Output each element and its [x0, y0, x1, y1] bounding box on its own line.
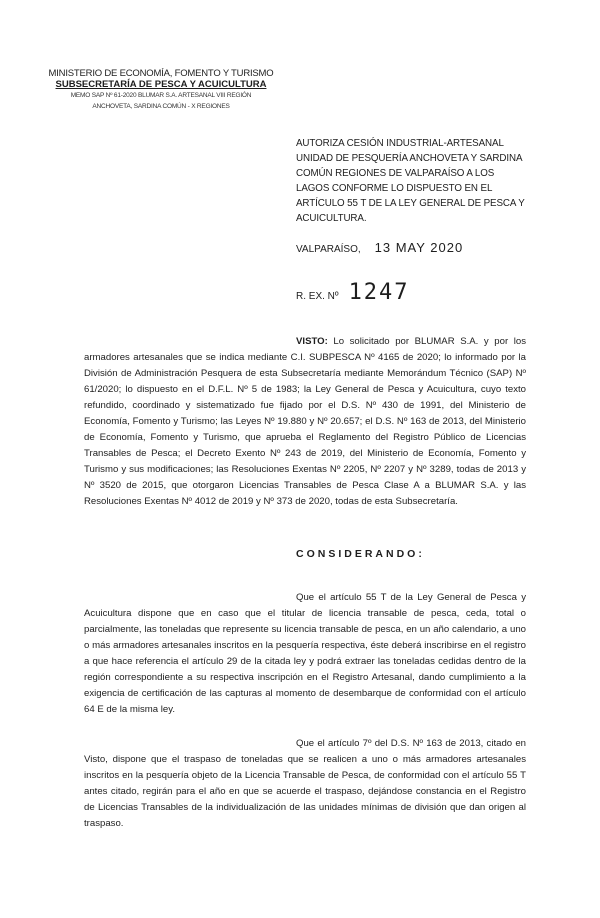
ministry-name: MINISTERIO DE ECONOMÍA, FOMENTO Y TURISMO [48, 68, 274, 79]
considerando-heading: CONSIDERANDO: [296, 548, 425, 560]
resolution-label: R. EX. Nº [296, 291, 339, 302]
species-reference: ANCHOVETA, SARDINA COMÚN - X REGIONES [92, 103, 230, 110]
visto-label: VISTO: [296, 336, 328, 347]
subsecretaria-name: SUBSECRETARÍA DE PESCA Y ACUICULTURA [55, 79, 267, 90]
resolution-number [296, 280, 410, 305]
resolution-number-value: 1247 [348, 280, 410, 305]
date-stamp: 13 MAY 2020 [374, 240, 464, 255]
city: VALPARAÍSO, [296, 244, 361, 255]
visto-paragraph [84, 334, 526, 510]
memo-reference: MEMO SAP Nº 61-2020 BLUMAR S.A. ARTESANAL VIII REGIÓN [70, 92, 252, 99]
resolution-subject: AUTORIZA CESIÓN INDUSTRIAL-ARTESANAL UNIDAD DE PESQUERÍA ANCHOVETA Y SARDINA COMÚN REGIONES DE VALPARAÍSO A LOS LAGOS CONFORME LO DISPUESTO EN EL ARTÍCULO 55 T DE LA LEY GENERAL DE PESCA Y ACUICULTURA. [296, 138, 525, 224]
place-date [296, 240, 463, 255]
considerando-paragraph-2: Que el artículo 7º del D.S. Nº 163 de 2013, citado en Visto, dispone que el traspaso de toneladas que se realicen a uno o más armadores artesanales inscritos en la pesquería objeto de la Licencia Transable de Pesca, de conformidad con el artículo 55 T antes citado, regirán para el año en que se acuerde el traspaso, dejándose constancia en el Registro de Licencias Transables de la individualización de las unidades mínimas de división que dan origen al traspaso. [84, 738, 526, 829]
considerando-paragraph-1: Que el artículo 55 T de la Ley General de Pesca y Acuicultura dispone que en caso que el titular de licencia transable de pesca, ceda, total o parcialmente, las toneladas que represente su licencia transable de pesca, en un año calendario, a uno o más armadores artesanales inscritos en la pesquería respectiva, éste deberá inscribirse en el registro a que hace referencia el artículo 29 de la citada ley y podrá extraer las toneladas cedidas dentro de la región correspondiente a su respectiva inscripción en el Registro Artesanal, dando cumplimiento a la exigencia de certificación de las capturas al momento de desembarque de conformidad con el artículo 64 E de la misma ley. [84, 592, 526, 715]
visto-text: Lo solicitado por BLUMAR S.A. y por los armadores artesanales que se indica mediante C.I. SUBPESCA Nº 4165 de 2020; lo informado por la División de Administración Pesquera de esta Subsecretaría mediante Memorándum Técnico (SAP) Nº 61/2020; lo dispuesto en el D.F.L. Nº 5 de 1983; la Ley General de Pesca y Acuicultura, cuyo texto refundido, coordinado y sistematizado fue fijado por el D.S. Nº 430 de 1991, del Ministerio de Economía, Fomento y Turismo; las Leyes Nº 19.880 y Nº 20.657; el D.S. Nº 163 de 2013, del Ministerio de Economía, Fomento y Turismo, que aprueba el Reglamento del Registro Público de Licencias Transables de Pesca; el Decreto Exento Nº 243 de 2019, del Ministerio de Economía, Fomento y Turismo y sus modificaciones; las Resoluciones Exentas Nº 2205, Nº 2207 y Nº 3289, todas de 2013 y Nº 3520 de 2015, que otorgaron Licencias Transables de Pesca Clase A a BLUMAR S.A. y las Resoluciones Exentas Nº 4012 de 2019 y Nº 373 de 2020, todas de esta Subsecretaría. [84, 336, 526, 507]
letterhead [46, 68, 276, 112]
